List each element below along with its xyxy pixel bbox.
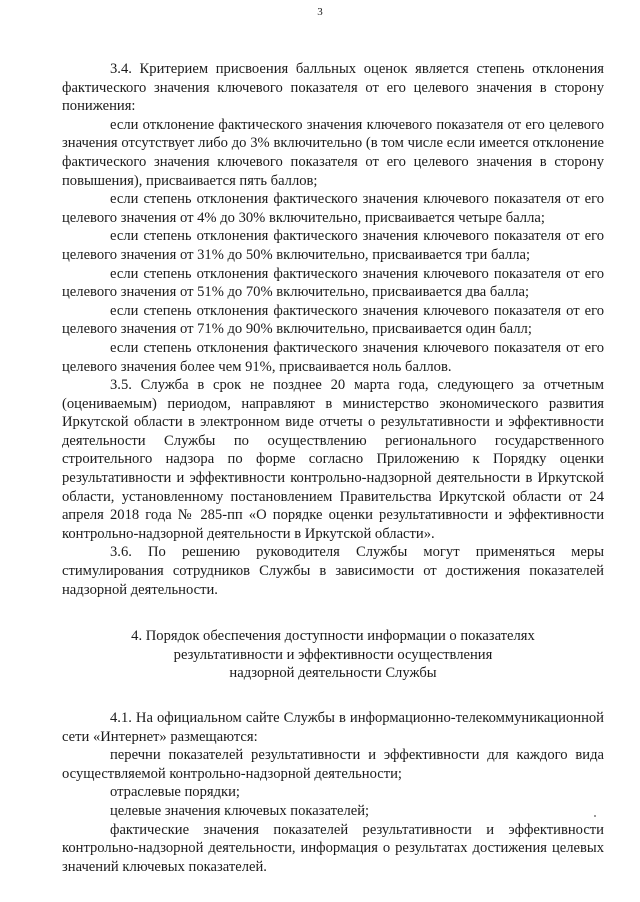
section-heading-line-2: результативности и эффективности осуществления [173, 646, 493, 663]
criterion-five-points: если отклонение фактического значения ключевого показателя от его целевого значения отсутствует либо до 3% включительно (в том числе если имеется отклонение фактического значения ключевого показателя от его целевого значения в сторону повышения), присваивается пять баллов; [62, 116, 604, 189]
paragraph-4-1: 4.1. На официальном сайте Службы в информационно-телекоммуникационной сети «Интернет» размещаются: [62, 710, 604, 745]
document-body [62, 60, 604, 876]
section-heading-line-1: 4. Порядок обеспечения доступности информации о показателях [131, 628, 535, 645]
scan-speck [594, 815, 596, 817]
paragraph-3-5: 3.5. Служба в срок не позднее 20 марта года, следующего за отчетным (оцениваемым) периодом, направляют в министерство экономического развития Иркутской области в электронном виде отчеты о результативности и эффективности деятельности Службы по осуществлению регионального государственного строительного надзора по форме согласно Приложению к Порядку оценки результативности и эффективности контрольно-надзорной деятельности в Иркутской области, установленному постановлением Правительства Иркутской области от 24 апреля 2018 года № 285-пп «О порядке оценки результативности и эффективности контрольно-надзорной деятельности в Иркутской области». [62, 377, 604, 542]
criterion-three-points: если степень отклонения фактического значения ключевого показателя от его целевого значения от 31% до 50% включительно, присваивается три балла; [62, 228, 604, 263]
list-item-target-values: целевые значения ключевых показателей; [110, 802, 370, 819]
paragraph-3-4: 3.4. Критерием присвоения балльных оценок является степень отклонения фактического значения ключевого показателя от его целевого значения в сторону понижения: [62, 61, 604, 115]
page-number: 3 [317, 6, 323, 18]
list-item-industry-procedures: отраслевые порядки; [110, 784, 240, 801]
criterion-zero-points: если степень отклонения фактического значения ключевого показателя от его целевого значения более чем 91%, присваивается ноль баллов. [62, 339, 604, 375]
criterion-one-point: если степень отклонения фактического значения ключевого показателя от его целевого значения от 71% до 90% включительно, присваивается один балл; [62, 302, 604, 338]
section-4-heading [62, 627, 604, 683]
section-heading-line-3: надзорной деятельности Службы [229, 665, 437, 682]
criterion-four-points: если степень отклонения фактического значения ключевого показателя от его целевого значения от 4% до 30% включительно, присваивается четыре балла; [62, 191, 604, 226]
paragraph-3-6: 3.6. По решению руководителя Службы могут применяться меры стимулирования сотрудников Службы в зависимости от достижения показателей надзорной деятельности. [62, 544, 604, 598]
criterion-two-points: если степень отклонения фактического значения ключевого показателя от его целевого значения от 51% до 70% включительно, присваивается два балла; [62, 265, 604, 301]
list-item-actual-values: фактические значения показателей результативности и эффективности контрольно-надзорной деятельности, информация о результатах достижения целевых значений ключевых показателей. [62, 821, 604, 875]
list-item-indicator-lists: перечни показателей результативности и эффективности для каждого вида осуществляемой контрольно-надзорной деятельности; [62, 747, 604, 782]
